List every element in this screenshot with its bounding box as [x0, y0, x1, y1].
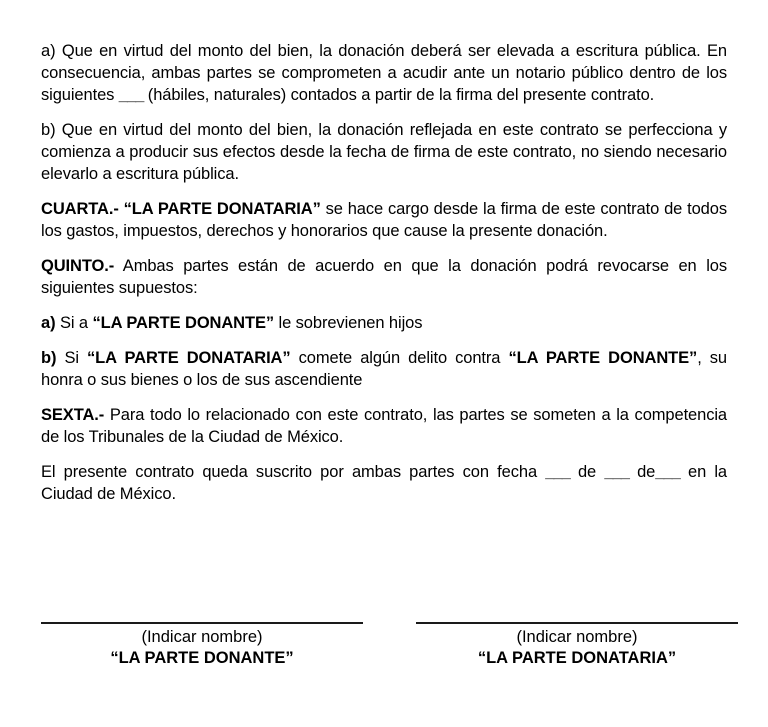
paragraph-clause-b: b) Que en virtud del monto del bien, la donación reflejada en este contrato se perfecciona y comienza a producir sus efectos desde la fecha de firma de este contrato, no siendo necesario elevarlo a escritura pública. [41, 121, 727, 183]
closing-text-3: de [628, 463, 656, 481]
paragraph-item-a [41, 312, 727, 334]
closing-text-4: en la Ciudad de México. [41, 463, 727, 503]
signature-party-donataria: “LA PARTE DONATARIA” [477, 649, 677, 667]
cuarta-heading: CUARTA.- “LA PARTE DONATARIA” [41, 200, 321, 218]
signature-party-donante: “LA PARTE DONANTE” [110, 649, 294, 667]
signature-line-donataria [416, 622, 738, 624]
document-body [41, 40, 727, 505]
paragraph-item-b [41, 347, 727, 391]
signature-block [41, 622, 738, 669]
closing-blank-day: ___ [545, 463, 570, 481]
quinto-text: Ambas partes están de acuerdo en que la donación podrá revocarse en los siguientes supuestos: [41, 257, 727, 297]
signature-caption-donante: (Indicar nombre) [141, 628, 263, 646]
item-a-marker: a) [41, 314, 56, 332]
paragraph-sexta [41, 404, 727, 448]
closing-text-1: El presente contrato queda suscrito por ambas partes con fecha [41, 463, 546, 481]
item-a-party: “LA PARTE DONANTE” [92, 314, 275, 332]
paragraph-closing [41, 461, 727, 505]
clause-a-text-2: (hábiles, naturales) contados a partir de la firma del presente contrato. [143, 86, 655, 104]
closing-blank-year: ___ [655, 463, 680, 481]
cuarta-text: se hace cargo desde la firma de este contrato de todos los gastos, impuestos, derechos y honorarios que cause la presente donación. [41, 200, 727, 240]
paragraph-cuarta [41, 198, 727, 242]
item-a-text-2: le sobrevienen hijos [274, 314, 423, 332]
closing-text-2: de [569, 463, 605, 481]
item-b-marker: b) [41, 349, 57, 367]
signature-column-donante [41, 622, 363, 669]
sexta-text: Para todo lo relacionado con este contrato, las partes se someten a la competencia de los Tribunales de la Ciudad de México. [41, 406, 727, 446]
paragraph-quinto [41, 255, 727, 299]
clause-a-marker: a) [41, 42, 56, 60]
clause-a-blank: ___ [118, 86, 144, 104]
item-b-party-2: “LA PARTE DONANTE” [508, 349, 698, 367]
signature-line-donante [41, 622, 363, 624]
item-b-text-2: comete algún delito contra [290, 349, 509, 367]
signature-column-donataria [416, 622, 738, 669]
paragraph-clause-a [41, 40, 727, 106]
signature-caption-donataria: (Indicar nombre) [516, 628, 638, 646]
closing-blank-month: ___ [604, 463, 629, 481]
item-b-party-1: “LA PARTE DONATARIA” [87, 349, 291, 367]
item-b-text-1: Si [56, 349, 88, 367]
item-b-text-3: , su honra o sus bienes o los de sus ascendiente [41, 349, 728, 389]
sexta-heading: SEXTA.- [41, 406, 105, 424]
item-a-text-1: Si a [55, 314, 93, 332]
clause-a-text: Que en virtud del monto del bien, la donación deberá ser elevada a escritura pública. En consecuencia, ambas partes se comprometen a acudir ante un notario público dentro de los siguientes [41, 42, 727, 104]
quinto-heading: QUINTO.- [41, 257, 115, 275]
